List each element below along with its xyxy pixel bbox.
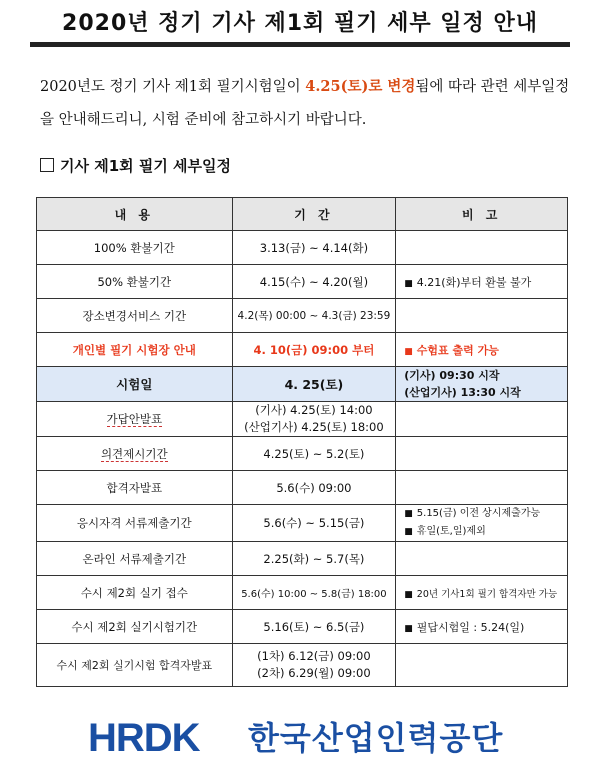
header-period: 기 간 xyxy=(232,198,396,231)
row-period: 5.6(수) 10:00 ~ 5.8(금) 18:00 xyxy=(232,576,396,610)
schedule-table xyxy=(36,197,568,687)
period-line: (2차) 6.29(월) 09:00 xyxy=(257,666,371,680)
row-content: 100% 환불기간 xyxy=(37,231,233,265)
period-line: (산업기사) 4.25(토) 18:00 xyxy=(244,420,384,434)
row-note xyxy=(396,299,568,333)
row-note xyxy=(396,471,568,505)
period-line: (1차) 6.12(금) 09:00 xyxy=(257,649,371,663)
intro-text-1: 2020년도 정기 기사 제1회 필기시험일이 xyxy=(40,79,306,95)
table-row xyxy=(37,644,568,687)
note-text: 4.21(화)부터 환불 불가 xyxy=(416,275,532,289)
row-period: 4.25(토) ~ 5.2(토) xyxy=(232,437,396,471)
square-bullet-icon: ■ xyxy=(404,623,413,634)
table-row xyxy=(37,542,568,576)
row-content: 수시 제2회 실기시험기간 xyxy=(37,610,233,644)
row-period: 4. 10(금) 09:00 부터 xyxy=(232,333,396,367)
row-content: 50% 환불기간 xyxy=(37,265,233,299)
header-note: 비 고 xyxy=(396,198,568,231)
row-period: 2.25(화) ~ 5.7(목) xyxy=(232,542,396,576)
square-bullet-icon: ■ xyxy=(404,509,413,519)
row-note xyxy=(396,367,568,402)
table-header-row xyxy=(37,198,568,231)
row-period: 5.6(수) 09:00 xyxy=(232,471,396,505)
table-row xyxy=(37,610,568,644)
note-line: 5.15(금) 이전 상시제출가능 xyxy=(416,508,541,519)
square-bullet-icon: ■ xyxy=(404,527,413,537)
square-bullet-icon: ■ xyxy=(404,589,413,600)
table-row xyxy=(37,437,568,471)
row-content: 수시 제2회 실기 접수 xyxy=(37,576,233,610)
table-row xyxy=(37,471,568,505)
row-content: 응시자격 서류제출기간 xyxy=(37,505,233,542)
page-title: 2020년 정기 기사 제1회 필기 세부 일정 안내 xyxy=(62,11,538,36)
table-row xyxy=(37,299,568,333)
row-period: 4.2(목) 00:00 ~ 4.3(금) 23:59 xyxy=(232,299,396,333)
table-row xyxy=(37,265,568,299)
content-text: 가답안발표 xyxy=(106,412,163,426)
note-line: (기사) 09:30 시작 xyxy=(404,369,500,382)
row-note xyxy=(396,402,568,437)
row-period: 3.13(금) ~ 4.14(화) xyxy=(232,231,396,265)
note-line: (산업기사) 13:30 시작 xyxy=(404,386,521,399)
table-row xyxy=(37,505,568,542)
row-note xyxy=(396,231,568,265)
table-row xyxy=(37,231,568,265)
note-text: 필답시험일 : 5.24(일) xyxy=(416,620,525,634)
row-content: 수시 제2회 실기시험 합격자발표 xyxy=(37,644,233,687)
row-note xyxy=(396,576,568,610)
hrdk-logo xyxy=(88,716,538,760)
checkbox-square-icon xyxy=(40,158,54,172)
table-row xyxy=(37,367,568,402)
square-bullet-icon: ■ xyxy=(404,278,413,289)
row-period xyxy=(232,644,396,687)
intro-text-2: 됨에 따라 관련 세부일정을 안내해드리니, 시험 준비에 참고하시기 바랍니다. xyxy=(40,79,570,128)
row-period: 4. 25(토) xyxy=(232,367,396,402)
section-heading xyxy=(40,155,231,176)
section-title: 기사 제1회 필기 세부일정 xyxy=(60,157,232,175)
intro-paragraph xyxy=(40,70,570,137)
row-note xyxy=(396,542,568,576)
table-row xyxy=(37,576,568,610)
header-content: 내 용 xyxy=(37,198,233,231)
note-text: 20년 기사1회 필기 합격자만 가능 xyxy=(416,588,558,600)
row-period: 5.6(수) ~ 5.15(금) xyxy=(232,505,396,542)
row-note xyxy=(396,333,568,367)
row-content: 시험일 xyxy=(37,367,233,402)
table-row xyxy=(37,333,568,367)
row-note xyxy=(396,265,568,299)
note-line: 휴일(토,일)제외 xyxy=(416,526,486,537)
row-period: 5.16(토) ~ 6.5(금) xyxy=(232,610,396,644)
row-note xyxy=(396,437,568,471)
note-text: 수험표 출력 가능 xyxy=(416,343,499,357)
table-row xyxy=(37,402,568,437)
square-bullet-icon: ■ xyxy=(404,346,413,357)
row-content: 개인별 필기 시험장 안내 xyxy=(37,333,233,367)
title-underline xyxy=(30,42,570,47)
row-note xyxy=(396,610,568,644)
logo-text-en: HRDK xyxy=(88,716,200,760)
row-content xyxy=(37,402,233,437)
row-content: 합격자발표 xyxy=(37,471,233,505)
intro-highlight: 4.25(토)로 변경 xyxy=(305,78,416,95)
row-content xyxy=(37,437,233,471)
row-period xyxy=(232,402,396,437)
row-period: 4.15(수) ~ 4.20(월) xyxy=(232,265,396,299)
period-line: (기사) 4.25(토) 14:00 xyxy=(255,403,373,417)
row-note xyxy=(396,505,568,542)
logo-text-ko: 한국산업인력공단 xyxy=(248,719,504,757)
row-content: 온라인 서류제출기간 xyxy=(37,542,233,576)
row-content: 장소변경서비스 기간 xyxy=(37,299,233,333)
content-text: 의견제시기간 xyxy=(100,446,168,461)
row-note xyxy=(396,644,568,687)
